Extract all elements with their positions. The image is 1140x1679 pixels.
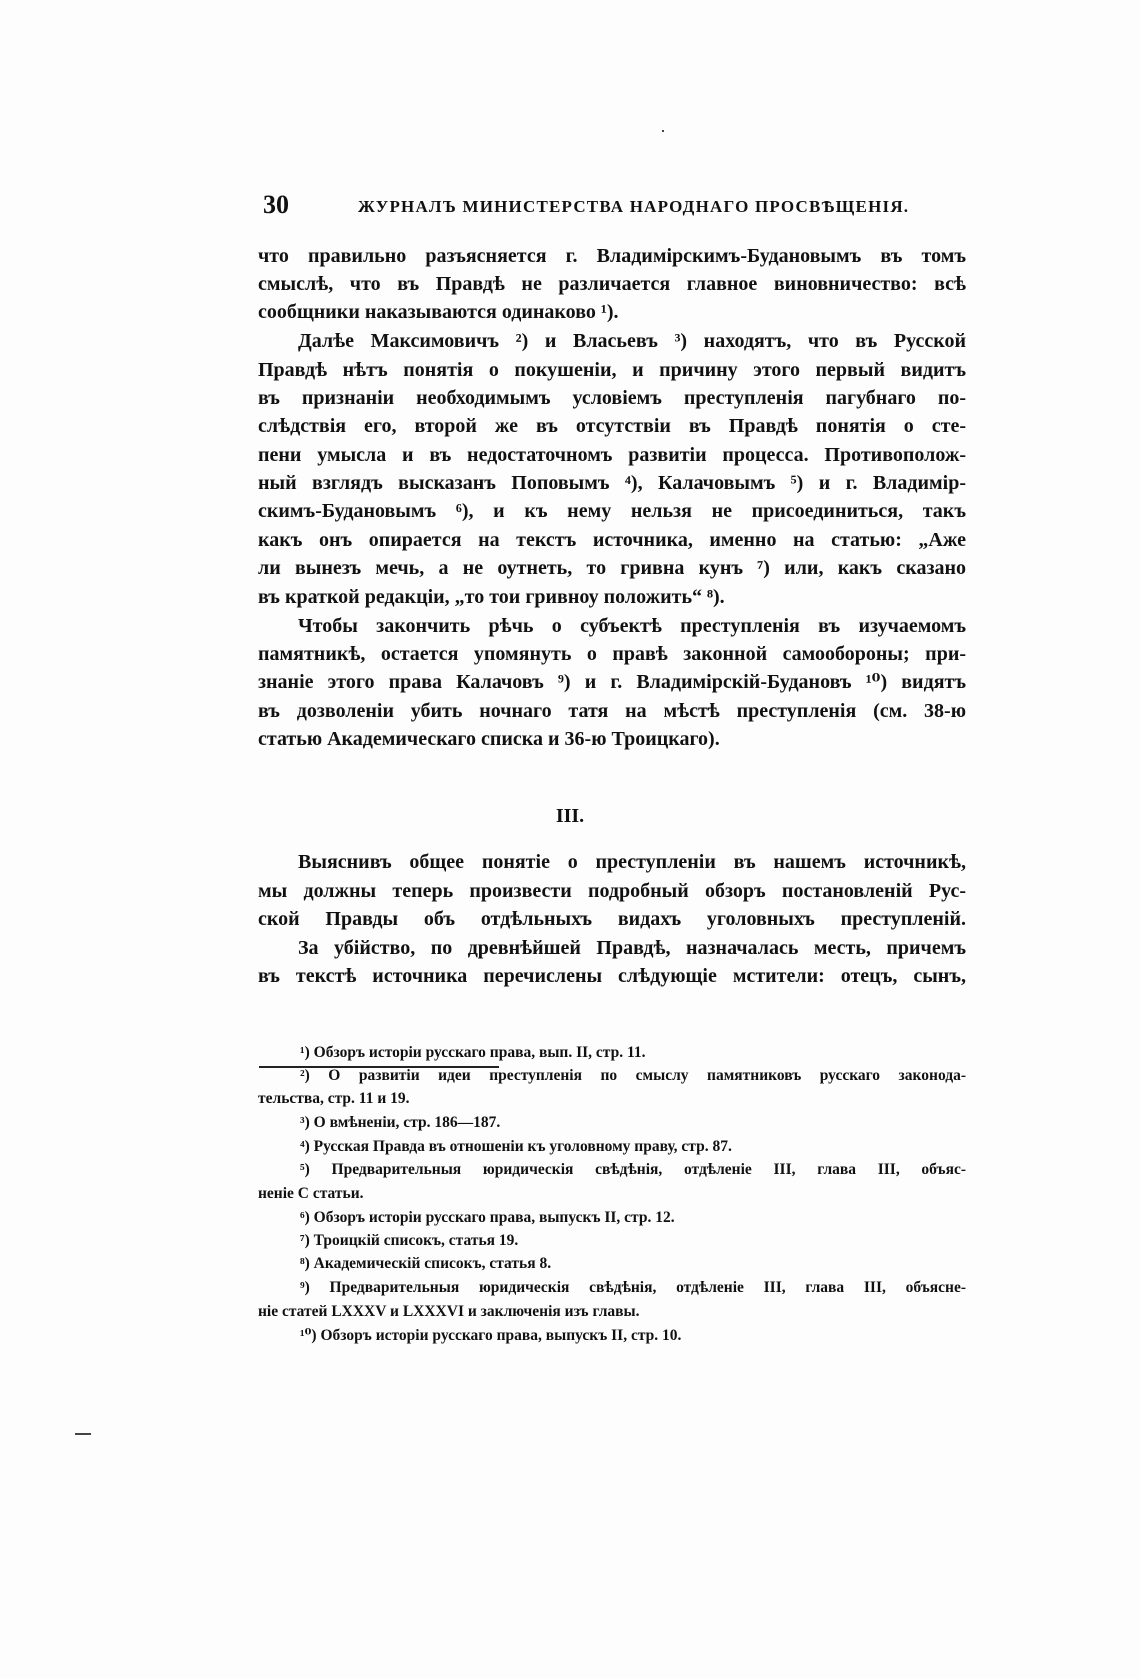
footnote-line: неніе С статьи.	[258, 1185, 364, 1202]
footnote-line: ⁹) Предварительныя юридическія свѣдѣнія, отдѣленіе III, глава III, объясне-	[300, 1279, 966, 1296]
text-line: въ текстѣ источника перечислены слѣдующіе мстители: отецъ, сынъ,	[258, 965, 966, 987]
text-line: сообщники наказываются одинаково ¹).	[258, 301, 619, 323]
text-line: Выяснивъ общее понятіе о преступленіи въ нашемъ источникѣ,	[298, 851, 966, 873]
footnote-line: ³) О вмѣненіи, стр. 186—187.	[300, 1114, 501, 1131]
running-header	[263, 190, 913, 220]
scan-mark	[75, 1433, 91, 1435]
text-line: какъ онъ опирается на текстъ источника, именно на статью: „Аже	[258, 529, 966, 551]
text-line: въ дозволеніи убить ночнаго татя на мѣстѣ преступленія (см. 38-ю	[258, 700, 966, 722]
text-line: ный взглядъ высказанъ Поповымъ ⁴), Калачовымъ ⁵) и г. Владимір-	[258, 472, 966, 494]
text-line: смыслѣ, что въ Правдѣ не различается главное виновничество: всѣ	[258, 273, 966, 295]
footnote-line: ⁵) Предварительныя юридическія свѣдѣнія, отдѣленіе III, глава III, объяс-	[300, 1161, 966, 1178]
text-line: мы должны теперь произвести подробный обзоръ постановленій Рус-	[258, 880, 966, 902]
text-line: слѣдствія его, второй же въ отсутствіи въ Правдѣ понятія о сте-	[258, 415, 966, 437]
footnote-line: тельства, стр. 11 и 19.	[258, 1090, 410, 1107]
text-line: скимъ-Будановымъ ⁶), и къ нему нельзя не присоединиться, такъ	[258, 500, 966, 522]
footnote-line: ⁶) Обзоръ исторіи русскаго права, выпускъ II, стр. 12.	[300, 1209, 675, 1226]
text-line: памятникѣ, остается упомянуть о правѣ законной самообороны; при-	[258, 643, 966, 665]
scan-speck	[662, 130, 664, 132]
text-line: статью Академическаго списка и 36-ю Троицкаго).	[258, 728, 720, 750]
text-line: ской Правды объ отдѣльныхъ видахъ уголовныхъ преступленій.	[258, 908, 966, 930]
section-heading: III.	[555, 805, 585, 827]
text-line: пени умысла и въ недостаточномъ развитіи процесса. Противополож-	[258, 444, 966, 466]
text-line: въ краткой редакціи, „то тои гривноу положить“ ⁸).	[258, 586, 725, 608]
page-number: 30	[263, 190, 289, 219]
footnote-line: ⁸) Академическій списокъ, статья 8.	[300, 1255, 552, 1272]
text-line: ли вынезъ мечь, а не оутнеть, то гривна кунъ ⁷) или, какъ сказано	[258, 557, 966, 579]
footnote-line: ніе статей LXXXV и LXXXVI и заключенія изъ главы.	[258, 1303, 640, 1320]
running-title: ЖУРНАЛЪ МИНИСТЕРСТВА НАРОДНАГО ПРОСВѢЩЕНІЯ.	[358, 197, 910, 216]
footnote-line: ²) О развитіи идеи преступленія по смыслу памятниковъ русскаго законода-	[300, 1067, 966, 1084]
text-line: въ признаніи необходимымъ условіемъ преступленія пагубнаго по-	[258, 387, 966, 409]
footnote-line: ¹) Обзоръ исторіи русскаго права, вып. II, стр. 11.	[300, 1044, 646, 1061]
text-line: Далѣе Максимовичъ ²) и Власьевъ ³) находятъ, что въ Русской	[298, 330, 966, 352]
footnote-line: ⁴) Русская Правда въ отношеніи къ уголовному праву, стр. 87.	[300, 1138, 732, 1155]
text-line: Чтобы закончить рѣчь о субъектѣ преступленія въ изучаемомъ	[298, 615, 966, 637]
text-line: что правильно разъясняется г. Владимірскимъ-Будановымъ въ томъ	[258, 245, 966, 267]
text-line: знаніе этого права Калачовъ ⁹) и г. Владимірскій-Будановъ ¹⁰) видятъ	[258, 671, 966, 693]
footnote-line: ⁷) Троицкій списокъ, статья 19.	[300, 1232, 519, 1249]
text-line: За убійство, по древнѣйшей Правдѣ, назначалась месть, причемъ	[298, 937, 966, 959]
text-line: Правдѣ нѣтъ понятія о покушеніи, и причину этого первый видитъ	[258, 359, 966, 381]
footnote-line: ¹⁰) Обзоръ исторіи русскаго права, выпускъ II, стр. 10.	[300, 1327, 682, 1344]
